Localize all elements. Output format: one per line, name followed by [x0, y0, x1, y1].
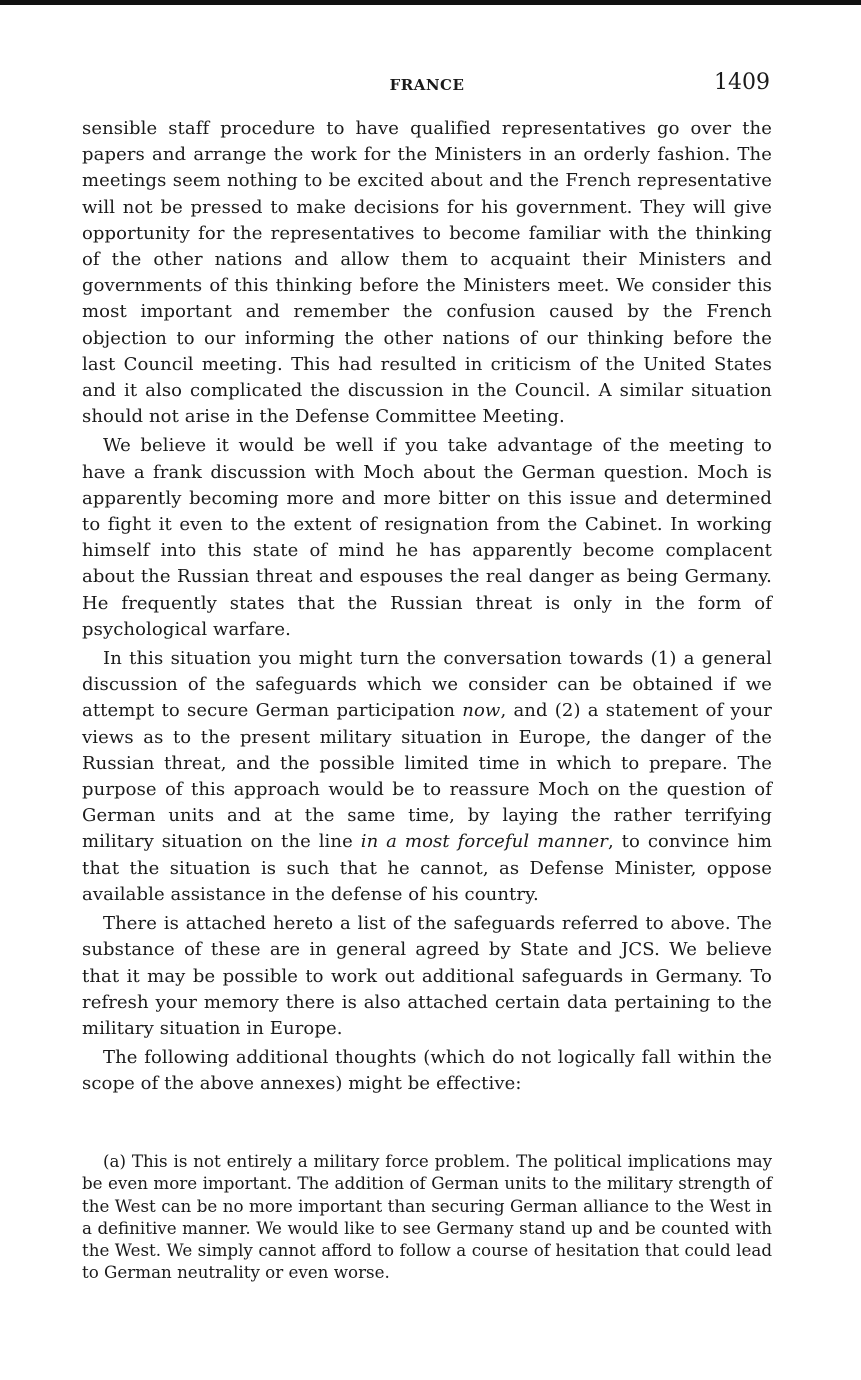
running-head: FRANCE	[389, 76, 465, 94]
page-header	[82, 70, 772, 100]
document-body	[82, 116, 772, 1098]
paragraph-conversation-approach	[82, 646, 772, 908]
subpoint-a	[82, 1150, 772, 1284]
paragraph-additional-thoughts: The following additional thoughts (which do not logically fall within the scope of the above annexes) might be effective:	[82, 1047, 772, 1095]
subpoint-marker: (a)	[103, 1151, 126, 1171]
emphasis-now: now	[462, 700, 501, 722]
document-subpoint	[82, 1150, 772, 1284]
paragraph-continuation: sensible staff procedure to have qualified representatives go over the papers and arrange the work for the Ministers in an orderly fashion. The meetings seem nothing to be excited about and the French representative will not be pressed to make decisions for his government. They will give opportunity for the representatives to become familiar with the thinking of the other nations and allow them to acquaint their Ministers and governments of this thinking before the Ministers meet. We consider this most important and remember the confusion caused by the French objection to our informing the other nations of our thinking before the last Council meeting. This had resulted in criticism of the United States and it also complicated the discussion in the Council. A similar situation should not arise in the Defense Committee Meeting.	[82, 118, 772, 428]
subpoint-text: This is not entirely a military force problem. The political implications may be even more important. The addition of German units to the military strength of the West can be no more important than securing German alliance to the West in a definitive manner. We would like to see Germany stand up and be counted with the West. We simply cannot afford to follow a course of hesitation that could lead to German neutrality or even worse.	[82, 1151, 772, 1283]
text-run: , to convince him that the situation is such that he cannot, as Defense Minister, oppose available assistance in the defense of his country.	[82, 831, 772, 905]
emphasis-forceful: in a most forceful manner	[360, 831, 608, 853]
page-number: 1409	[714, 70, 770, 95]
text-run: , and (2) a statement of your views as to the present military situation in Europe, the danger of the Russian threat, and the possible limited time in which to prepare. The purpose of this approach would be to reassure Moch on the question of German units and at the same time, by laying the rather terrifying military situation on the line	[82, 700, 772, 853]
paragraph-safeguards-attached: There is attached hereto a list of the safeguards referred to above. The substance of these are in general agreed by State and JCS. We believe that it may be possible to work out additional safeguards in Germany. To refresh your memory there is also attached certain data pertaining to the military situation in Europe.	[82, 913, 772, 1039]
text-run: In this situation you might turn the conversation towards (1) a general discussion of the safeguards which we consider can be obtained if we attempt to secure German participation	[82, 648, 772, 722]
top-edge-rule	[0, 0, 861, 5]
paragraph-moch-discussion: We believe it would be well if you take advantage of the meeting to have a frank discussion with Moch about the German question. Moch is apparently becoming more and more bitter on this issue and determined to fight it even to the extent of resignation from the Cabinet. In working himself into this state of mind he has apparently become complacent about the Russian threat and espouses the real danger as being Germany. He frequently states that the Russian threat is only in the form of psychological warfare.	[82, 435, 772, 640]
